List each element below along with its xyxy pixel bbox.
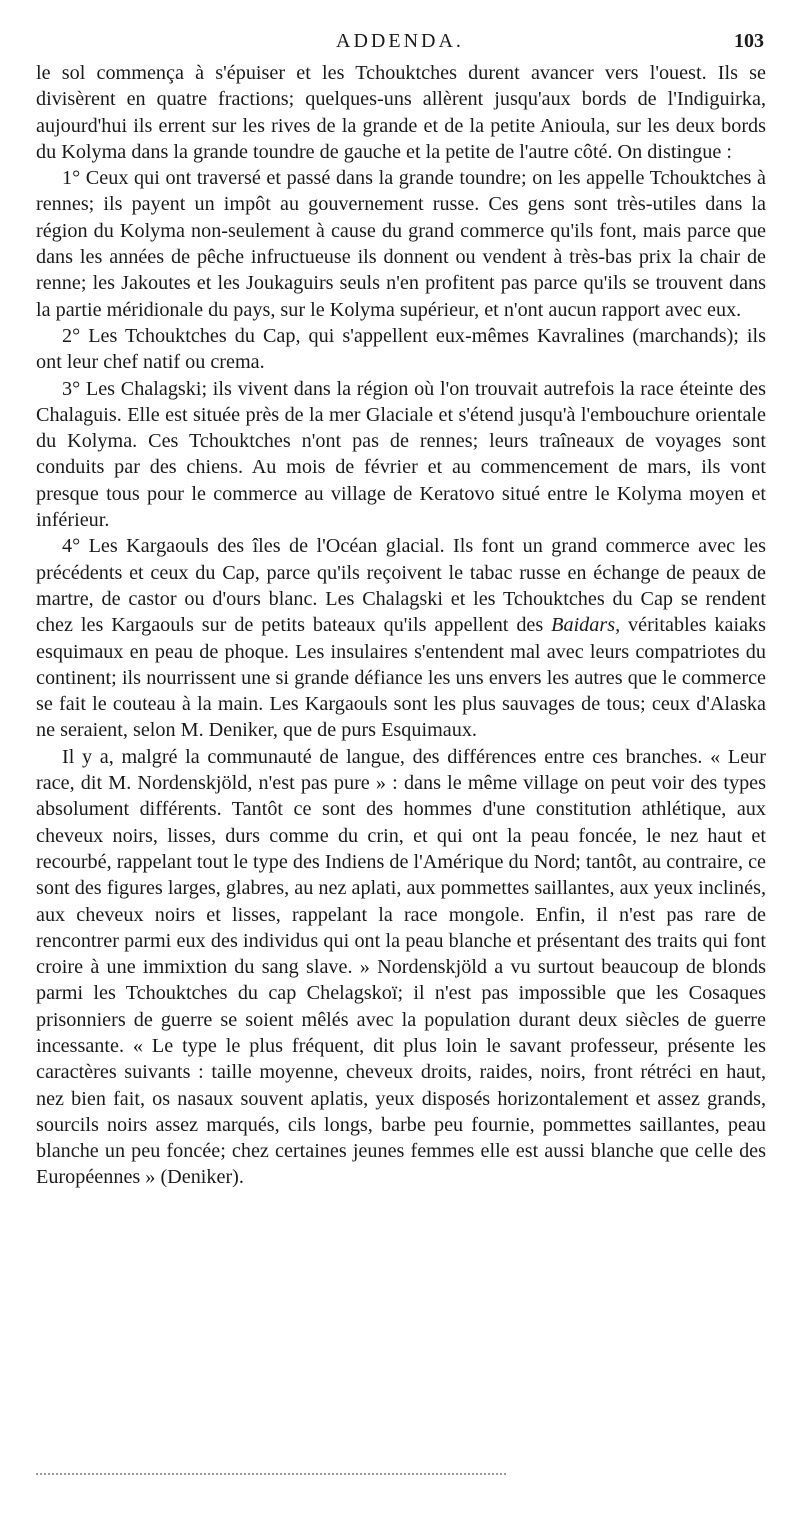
- paragraph-description: Il y a, malgré la communauté de langue, des différences entre ces branches. « Leur race, dit M. Nordenskjöld, n'est pas pure » : dans le même village on peut voir des types absolument différents. Tantôt ce sont des hommes d'une constitution athlétique, aux cheveux noirs, lisses, durs comme du crin, et qui ont la peau foncée, le nez haut et recourbé, rappelant tout le type des Indiens de l'Amérique du Nord; tantôt, au contraire, ce sont des figures larges, glabres, au nez aplati, aux pommettes saillantes, aux yeux inclinés, aux cheveux noirs et lisses, rappelant la race mongole. Enfin, il n'est pas rare de rencontrer parmi eux des individus qui ont la peau blanche et présentant des traits qui font croire à une immixtion du sang slave. » Nordenskjöld a vu surtout beaucoup de blonds parmi les Tchouktches du cap Chelagskoï; il n'est pas impossible que les Cosaques prisonniers de guerre se soient mêlés avec la population durant deux siècles de guerre incessante. « Le type le plus fréquent, dit plus loin le savant professeur, présente les caractères suivants : taille moyenne, cheveux droits, raides, noirs, front rétréci en haut, nez bien fait, os nasaux souvent aplatis, yeux disposés horizontalement et assez grands, sourcils noirs assez marqués, cils longs, barbe peu fournie, pommettes saillantes, peau blanche un peu foncée; chez certaines jeunes femmes elle est aussi blanche que celle des Européennes » (Deniker).: [36, 745, 766, 1189]
- paragraph-item-4-start: 4° Les Kargaouls des îles de l'Océan glacial. Ils font un grand commerce avec les précédents et ceux du Cap, parce qu'ils reçoivent le tabac russe en échange de peaux de martre, de castor ou d'ours blanc. Les Chalagski et les Tchouktches du Cap se rendent chez les Kargaouls sur de petits bateaux qu'ils appellent des: [36, 535, 766, 637]
- paragraph-item-1: 1° Ceux qui ont traversé et passé dans la grande toundre; on les appelle Tchouktches à rennes; ils payent un impôt au gouvernement russe. Ces gens sont très-utiles dans la région du Kolyma non-seulement à cause du grand commerce qu'ils font, mais parce que dans les années de pêche infructueuse ils donnent ou vendent à très-bas prix la chair de renne; les Jakoutes et les Joukaguirs seuls n'en profitent pas parce qu'ils se trouvent dans la partie méridionale du pays, sur le Kolyma supérieur, et n'ont aucun rapport avec eux.: [36, 167, 766, 321]
- paragraph-item-3: 3° Les Chalagski; ils vivent dans la région où l'on trouvait autrefois la race éteinte des Chalaguis. Elle est située près de la mer Glaciale et s'étend jusqu'à l'embouchure orientale du Kolyma. Ces Tchouktches n'ont pas de rennes; leurs traîneaux de voyages sont conduits par des chiens. Au mois de février et au commencement de mars, ils vont presque tous pour le commerce au village de Keratovo situé entre le Kolyma moyen et inférieur.: [36, 377, 766, 532]
- running-title: ADDENDA.: [336, 30, 464, 52]
- body-text: [36, 60, 766, 1191]
- footer-rule: [36, 1473, 506, 1475]
- running-header: [36, 30, 764, 58]
- page-number: 103: [734, 30, 764, 52]
- italic-term: Baidars,: [551, 614, 621, 637]
- paragraph-item-4: [36, 533, 766, 743]
- paragraph-item-4-end: véritables kaiaks esquimaux en peau de phoque. Les insulaires s'entendent mal avec leurs compatriotes du continent; ils nourrissent une si grande défiance les uns envers les autres que le commerce se fait le couteau à la main. Les Kargaouls sont les plus sauvages de tous; ceux d'Alaska ne seraient, selon M. Deniker, que de purs Esquimaux.: [36, 614, 766, 742]
- paragraph-item-2: 2° Les Tchouktches du Cap, qui s'appellent eux-mêmes Kavralines (marchands); ils ont leur chef natif ou crema.: [36, 324, 766, 374]
- paragraph-continuation: le sol commença à s'épuiser et les Tchouktches durent avancer vers l'ouest. Ils se divisèrent en quatre fractions; quelques-uns allèrent jusqu'aux bords de l'Indiguirka, aujourd'hui ils errent sur les rives de la grande et de la petite Anioula, sur les deux bords du Kolyma dans la grande toundre de gauche et la petite de l'autre côté. On distingue :: [36, 62, 766, 163]
